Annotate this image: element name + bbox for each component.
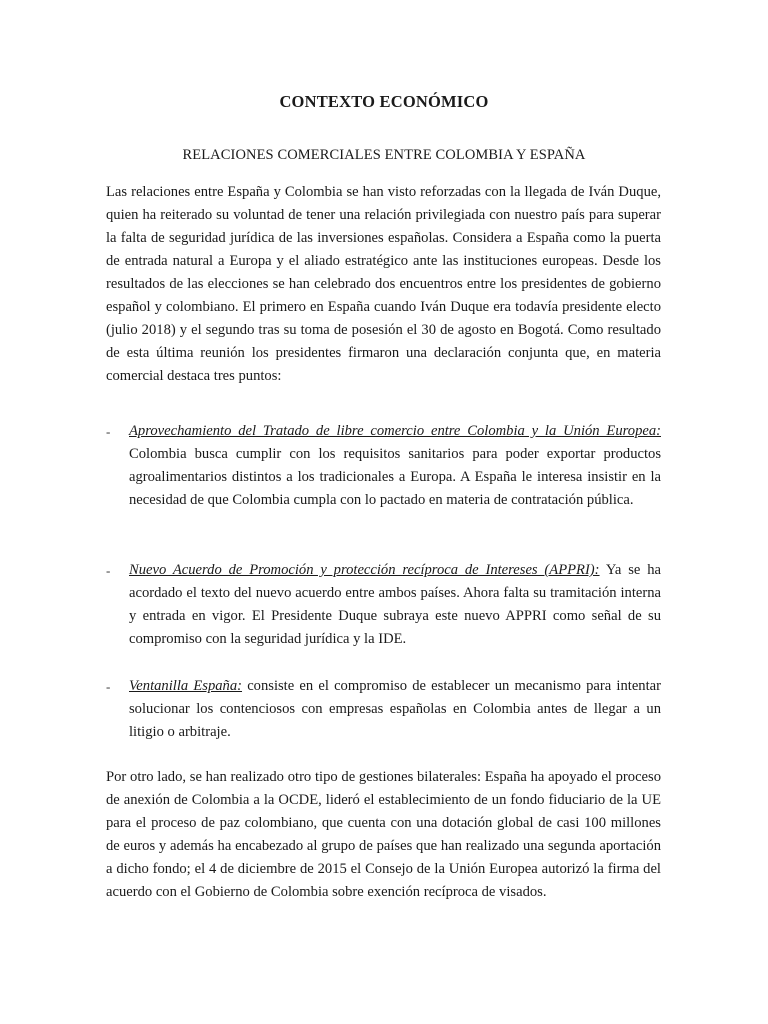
bullet-marker: - xyxy=(106,679,111,694)
bullet-marker: - xyxy=(106,563,111,578)
bullet-body: consiste en el compromiso de establecer un mecanismo para intentar solucionar los contenciosos con empresas españolas en Colombia antes de llegar a un litigio o arbitraje. xyxy=(129,678,661,740)
bullet-marker: - xyxy=(106,424,111,439)
closing-paragraph: Por otro lado, se han realizado otro tipo de gestiones bilaterales: España ha apoyado el proceso de anexión de Colombia a la OCDE, lideró el establecimiento de un fondo fiduciario de la UE para el proceso de paz colombiano, que cuenta con una dotación global de casi 100 millones de euros y además ha encabezado al grupo de países que han realizado una segunda aportación a dicho fondo; el 4 de diciembre de 2015 el Consejo de la Unión Europea autorizó la firma del acuerdo con el Gobierno de Colombia sobre exención recíproca de visados. xyxy=(106,769,661,900)
bullet-text xyxy=(129,559,661,651)
bullet-text xyxy=(129,420,661,512)
bullet-heading: Aprovechamiento del Tratado de libre comercio entre Colombia y la Unión Europea: xyxy=(129,423,661,439)
section-subtitle: RELACIONES COMERCIALES ENTRE COLOMBIA Y ESPAÑA xyxy=(182,147,586,163)
bullet-body: Ya se ha acordado el texto del nuevo acuerdo entre ambos países. Ahora falta su tramitación interna y entrada en vigor. El Presidente Duque subraya este nuevo APPRI como señal de su compromiso con la seguridad jurídica y la IDE. xyxy=(129,562,661,647)
bullet-heading: Ventanilla España: xyxy=(129,678,243,694)
intro-paragraph: Las relaciones entre España y Colombia se han visto reforzadas con la llegada de Iván Duque, quien ha reiterado su voluntad de tener una relación privilegiada con nuestro país para superar la falta de seguridad jurídica de las inversiones españolas. Considera a España como la puerta de entrada natural a Europa y el aliado estratégico ante las instituciones europeas. Desde los resultados de las elecciones se han celebrado dos encuentros entre los presidentes de gobierno español y colombiano. El primero en España cuando Iván Duque era todavía presidente electo (julio 2018) y el segundo tras su toma de posesión el 30 de agosto en Bogotá. Como resultado de esta última reunión los presidentes firmaron una declaración conjunta que, en materia comercial destaca tres puntos: xyxy=(106,184,661,384)
bullet-text xyxy=(129,675,661,744)
bullet-heading: Nuevo Acuerdo de Promoción y protección recíproca de Intereses (APPRI): xyxy=(129,562,600,578)
bullet-body: Colombia busca cumplir con los requisitos sanitarios para poder exportar productos agroalimentarios distintos a los tradicionales a Europa. A España le interesa insistir en la necesidad de que Colombia cumpla con lo pactado en materia de contratación pública. xyxy=(129,446,661,508)
page-title: CONTEXTO ECONÓMICO xyxy=(279,92,489,111)
